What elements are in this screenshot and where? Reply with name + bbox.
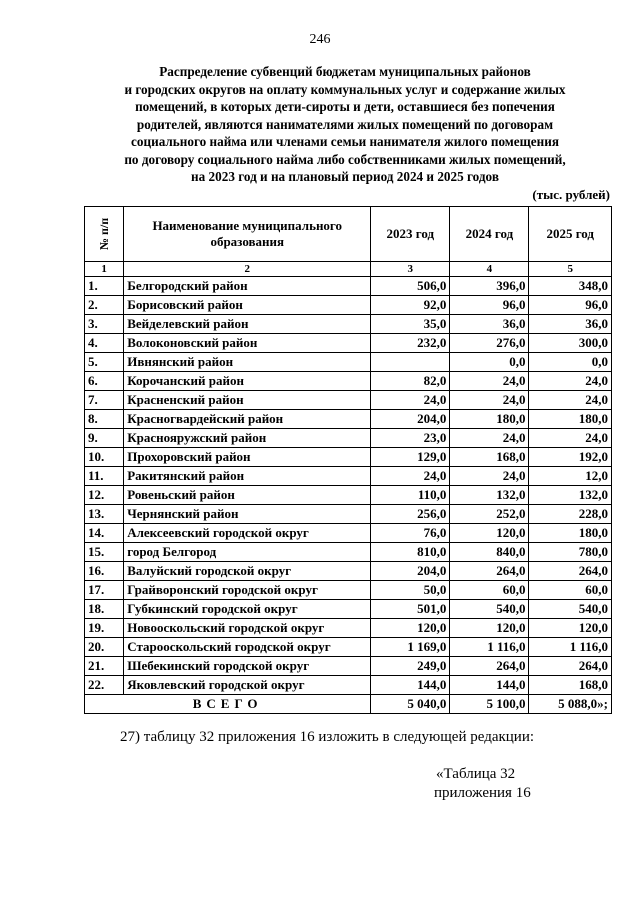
- table-row: [85, 581, 612, 600]
- table-row: [85, 524, 612, 543]
- row-number: 1.: [85, 277, 124, 296]
- value-2025: 24,0: [529, 391, 612, 410]
- title-line: Распределение субвенций бюджетам муниципальных районов: [159, 64, 531, 79]
- municipality-name: Старооскольский городской округ: [124, 638, 371, 657]
- caption-line: «Таблица 32: [436, 766, 516, 782]
- value-2024: 396,0: [450, 277, 529, 296]
- table-row: [85, 277, 612, 296]
- value-2025: 1 116,0: [529, 638, 612, 657]
- table-row: [85, 429, 612, 448]
- row-number: 18.: [85, 600, 124, 619]
- municipality-name: город Белгород: [124, 543, 371, 562]
- value-2025: 24,0: [529, 429, 612, 448]
- row-number: 6.: [85, 372, 124, 391]
- table-row: [85, 296, 612, 315]
- row-number: 11.: [85, 467, 124, 486]
- total-2024: 5 100,0: [450, 695, 529, 714]
- value-2024: 24,0: [450, 372, 529, 391]
- municipality-name: Грайворонский городской округ: [124, 581, 371, 600]
- value-2025: 12,0: [529, 467, 612, 486]
- row-number: 7.: [85, 391, 124, 410]
- table-row: [85, 410, 612, 429]
- value-2024: 180,0: [450, 410, 529, 429]
- value-2023: 506,0: [371, 277, 450, 296]
- column-index: 5: [529, 262, 612, 277]
- header-name: Наименование муниципального образования: [124, 207, 371, 262]
- header-number-label: № п/п: [97, 217, 112, 251]
- caption-line: приложения 16: [434, 785, 531, 801]
- municipality-name: Чернянский район: [124, 505, 371, 524]
- value-2023: 232,0: [371, 334, 450, 353]
- value-2023: 92,0: [371, 296, 450, 315]
- value-2023: 82,0: [371, 372, 450, 391]
- value-2024: 168,0: [450, 448, 529, 467]
- row-number: 12.: [85, 486, 124, 505]
- value-2023: 144,0: [371, 676, 450, 695]
- value-2023: 249,0: [371, 657, 450, 676]
- row-number: 10.: [85, 448, 124, 467]
- municipality-name: Корочанский район: [124, 372, 371, 391]
- title-line: и городских округов на оплату коммунальных услуг и содержание жилых: [124, 81, 566, 97]
- value-2024: 276,0: [450, 334, 529, 353]
- row-number: 8.: [85, 410, 124, 429]
- value-2024: 840,0: [450, 543, 529, 562]
- value-2023: 1 169,0: [371, 638, 450, 657]
- municipality-name: Волоконовский район: [124, 334, 371, 353]
- row-number: 5.: [85, 353, 124, 372]
- table-row: [85, 543, 612, 562]
- value-2023: 501,0: [371, 600, 450, 619]
- value-2025: 300,0: [529, 334, 612, 353]
- municipality-name: Краснояружский район: [124, 429, 371, 448]
- value-2023: 24,0: [371, 391, 450, 410]
- municipality-name: Яковлевский городской округ: [124, 676, 371, 695]
- municipality-name: Красненский район: [124, 391, 371, 410]
- table-row: [85, 391, 612, 410]
- subvention-table: [84, 206, 612, 714]
- column-index: 2: [124, 262, 371, 277]
- value-2025: 228,0: [529, 505, 612, 524]
- table-row: [85, 448, 612, 467]
- value-2025: 36,0: [529, 315, 612, 334]
- row-number: 3.: [85, 315, 124, 334]
- municipality-name: Губкинский городской округ: [124, 600, 371, 619]
- value-2024: 264,0: [450, 657, 529, 676]
- table-row: [85, 372, 612, 391]
- value-2023: 204,0: [371, 562, 450, 581]
- municipality-name: Ровеньский район: [124, 486, 371, 505]
- row-number: 21.: [85, 657, 124, 676]
- row-number: 17.: [85, 581, 124, 600]
- municipality-name: Шебекинский городской округ: [124, 657, 371, 676]
- value-2024: 132,0: [450, 486, 529, 505]
- title-line: помещений, в которых дети-сироты и дети, оставшиеся без попечения: [135, 99, 555, 114]
- value-2024: 264,0: [450, 562, 529, 581]
- value-2025: 0,0: [529, 353, 612, 372]
- municipality-name: Вейделевский район: [124, 315, 371, 334]
- total-2025: 5 088,0»;: [529, 695, 612, 714]
- value-2025: 180,0: [529, 410, 612, 429]
- total-2023: 5 040,0: [371, 695, 450, 714]
- column-index: 4: [450, 262, 529, 277]
- value-2025: 132,0: [529, 486, 612, 505]
- value-2025: 60,0: [529, 581, 612, 600]
- municipality-name: Валуйский городской округ: [124, 562, 371, 581]
- header-2025: 2025 год: [529, 207, 612, 262]
- header-number: [85, 207, 124, 262]
- row-number: 16.: [85, 562, 124, 581]
- value-2025: 168,0: [529, 676, 612, 695]
- value-2023: 35,0: [371, 315, 450, 334]
- value-2024: 36,0: [450, 315, 529, 334]
- value-2023: 256,0: [371, 505, 450, 524]
- table-row: [85, 562, 612, 581]
- value-2025: 348,0: [529, 277, 612, 296]
- value-2024: 24,0: [450, 429, 529, 448]
- value-2025: 264,0: [529, 657, 612, 676]
- table-row: [85, 600, 612, 619]
- value-2024: 120,0: [450, 524, 529, 543]
- value-2023: 810,0: [371, 543, 450, 562]
- municipality-name: Ивнянский район: [124, 353, 371, 372]
- total-label: ВСЕГО: [85, 695, 371, 714]
- title-line: на 2023 год и на плановый период 2024 и 2025 годов: [191, 169, 499, 184]
- table-row: [85, 676, 612, 695]
- table-header-row: [85, 207, 612, 262]
- value-2023: 23,0: [371, 429, 450, 448]
- table-row: [85, 467, 612, 486]
- value-2025: 192,0: [529, 448, 612, 467]
- value-2024: 24,0: [450, 467, 529, 486]
- municipality-name: Белгородский район: [124, 277, 371, 296]
- row-number: 14.: [85, 524, 124, 543]
- value-2025: 180,0: [529, 524, 612, 543]
- value-2025: 540,0: [529, 600, 612, 619]
- value-2024: 24,0: [450, 391, 529, 410]
- table-caption: [436, 765, 531, 803]
- page-number: 246: [309, 32, 331, 47]
- header-2023: 2023 год: [371, 207, 450, 262]
- value-2024: 144,0: [450, 676, 529, 695]
- value-2023: 129,0: [371, 448, 450, 467]
- municipality-name: Борисовский район: [124, 296, 371, 315]
- title-line: социального найма или членами семьи нанимателя жилого помещения: [131, 134, 559, 149]
- value-2024: 252,0: [450, 505, 529, 524]
- value-2025: 120,0: [529, 619, 612, 638]
- row-number: 19.: [85, 619, 124, 638]
- table-row: [85, 334, 612, 353]
- municipality-name: Красногвардейский район: [124, 410, 371, 429]
- value-2024: 540,0: [450, 600, 529, 619]
- column-index: 1: [85, 262, 124, 277]
- value-2025: 24,0: [529, 372, 612, 391]
- row-number: 9.: [85, 429, 124, 448]
- table-row: [85, 638, 612, 657]
- title-line: родителей, являются нанимателями жилых помещений по договорам: [136, 116, 554, 132]
- municipality-name: Ракитянский район: [124, 467, 371, 486]
- value-2023: 50,0: [371, 581, 450, 600]
- units-label: (тыс. рублей): [532, 187, 610, 202]
- title-line: по договору социального найма либо собственниками жилых помещений,: [124, 151, 566, 167]
- table-row: [85, 619, 612, 638]
- table-row: [85, 315, 612, 334]
- row-number: 20.: [85, 638, 124, 657]
- total-row: [85, 695, 612, 714]
- value-2023: [371, 353, 450, 372]
- value-2024: 1 116,0: [450, 638, 529, 657]
- row-number: 22.: [85, 676, 124, 695]
- column-index: 3: [371, 262, 450, 277]
- table-row: [85, 353, 612, 372]
- value-2023: 120,0: [371, 619, 450, 638]
- table-body: [85, 277, 612, 695]
- municipality-name: Новооскольский городской округ: [124, 619, 371, 638]
- value-2024: 60,0: [450, 581, 529, 600]
- value-2025: 780,0: [529, 543, 612, 562]
- value-2024: 120,0: [450, 619, 529, 638]
- value-2025: 264,0: [529, 562, 612, 581]
- value-2023: 24,0: [371, 467, 450, 486]
- row-number: 2.: [85, 296, 124, 315]
- table-row: [85, 486, 612, 505]
- municipality-name: Алексеевский городской округ: [124, 524, 371, 543]
- header-2024: 2024 год: [450, 207, 529, 262]
- value-2024: 0,0: [450, 353, 529, 372]
- amendment-paragraph: 27) таблицу 32 приложения 16 изложить в следующей редакции:: [120, 729, 535, 745]
- value-2025: 96,0: [529, 296, 612, 315]
- table-row: [85, 657, 612, 676]
- value-2023: 204,0: [371, 410, 450, 429]
- row-number: 4.: [85, 334, 124, 353]
- document-title: [85, 63, 605, 186]
- municipality-name: Прохоровский район: [124, 448, 371, 467]
- table-row: [85, 505, 612, 524]
- value-2023: 76,0: [371, 524, 450, 543]
- row-number: 13.: [85, 505, 124, 524]
- column-index-row: [85, 262, 612, 277]
- value-2024: 96,0: [450, 296, 529, 315]
- row-number: 15.: [85, 543, 124, 562]
- value-2023: 110,0: [371, 486, 450, 505]
